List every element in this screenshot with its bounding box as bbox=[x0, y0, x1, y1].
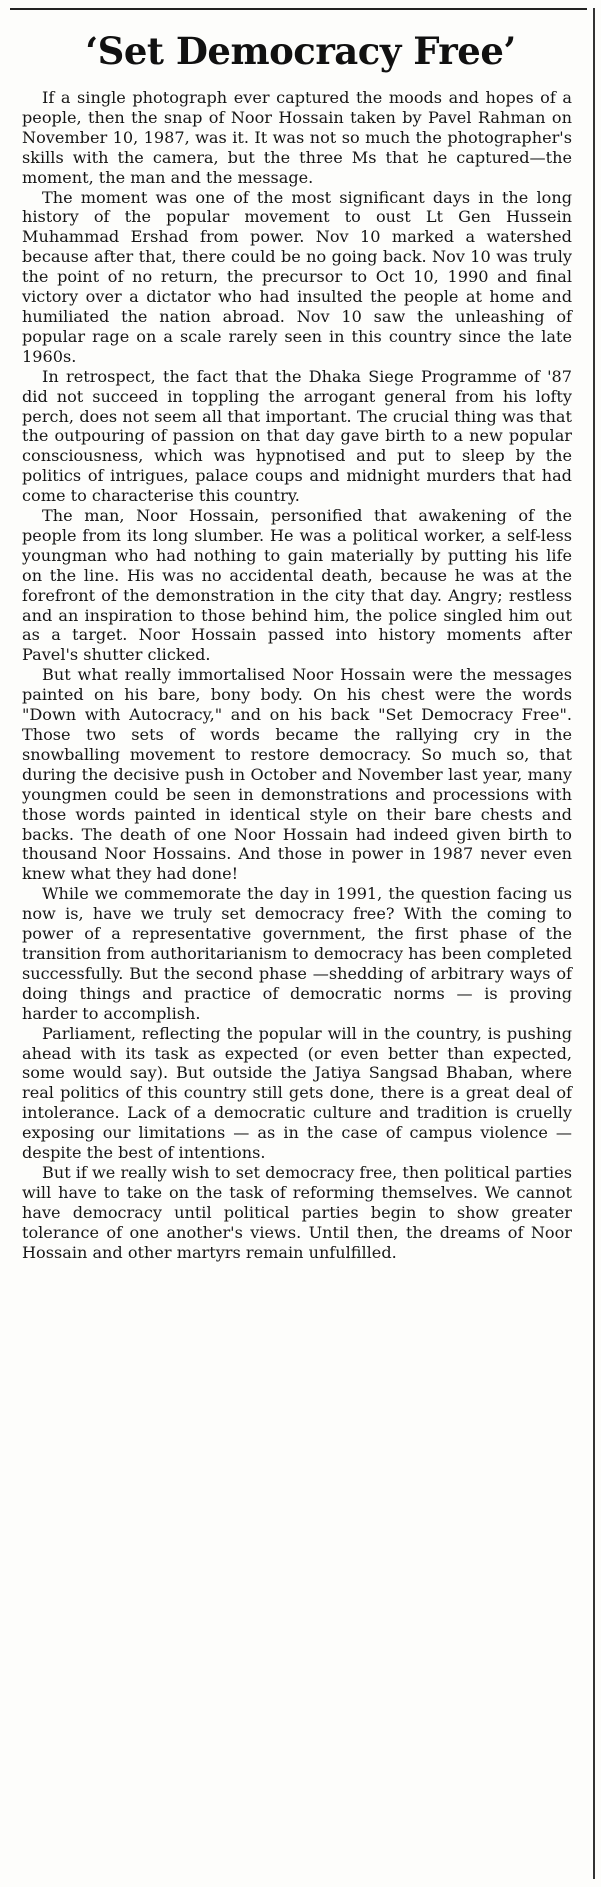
article-paragraph: If a single photograph ever captured the moods and hopes of a people, then the snap of Noor Hossain taken by Pavel Rahman on November 10, 1987, was it. It was not so much the photographer's skills with the camera, but the three Ms that he captured—the moment, the man and the message. bbox=[22, 88, 572, 187]
article-headline: ‘Set Democracy Free’ bbox=[85, 29, 516, 73]
article-paragraph: But if we really wish to set democracy free, then political parties will have to take on the task of reforming themselves. We cannot have democracy until political parties begin to show greater tolerance of one another's views. Until then, the dreams of Noor Hossain and other martyrs remain unfulfilled. bbox=[22, 1162, 572, 1262]
article-paragraph: In retrospect, the fact that the Dhaka Siege Programme of '87 did not succeed in toppling the arrogant general from his lofty perch, does not seem all that important. The crucial thing was that the outpouring of passion on that day gave birth to a new popular consciousness, which was hypnotised and put to sleep by the politics of intrigues, palace coups and midnight murders that had come to characterise this country. bbox=[22, 366, 572, 506]
article-paragraph: While we commemorate the day in 1991, the question facing us now is, have we truly set democracy free? With the coming to power of a representative government, the first phase of the transition from authoritarianism to democracy has been completed successfully. But the second phase —shedding of arbitrary ways of doing things and practice of democratic norms — is proving harder to accomplish. bbox=[22, 884, 572, 1023]
article-paragraph: The man, Noor Hossain, personified that awakening of the people from its long slumber. He was a political worker, a self-less youngman who had nothing to gain materially by putting his life on the line. His was no accidental death, because he was at the forefront of the demonstration in the city that day. Angry; restless and an inspiration to those behind him, the police singled him out as a target. Noor Hossain passed into history moments after Pavel's shutter clicked. bbox=[22, 506, 572, 665]
article-paragraph: Parliament, reflecting the popular will in the country, is pushing ahead with its task as expected (or even better than expected, some would say). But outside the Jatiya Sangsad Bhaban, where real politics of this country still gets done, there is a great deal of intolerance. Lack of a democratic culture and tradition is cruelly exposing our limitations — as in the case of campus violence — despite the best of intentions. bbox=[22, 1023, 572, 1163]
column-divider bbox=[593, 8, 595, 1879]
article-paragraph: The moment was one of the most significant days in the long history of the popular movement to oust Lt Gen Hussein Muhammad Ershad from power. Nov 10 marked a watershed because after that, there could be no going back. Nov 10 was truly the point of no return, the precursor to Oct 10, 1990 and final victory over a dictator who had insulted the people at home and humiliated the nation abroad. Nov 10 saw the unleashing of popular rage on a scale rarely seen in this country since the late 1960s. bbox=[22, 187, 572, 366]
top-divider bbox=[10, 8, 587, 10]
article-paragraph: But what really immortalised Noor Hossain were the messages painted on his bare, bony body. On his chest were the words "Down with Autocracy," and on his back "Set Democracy Free". Those two sets of words became the rallying cry in the snowballing movement to restore democracy. So much so, that during the decisive push in October and November last year, many youngmen could be seen in demonstrations and processions with those words painted in identical style on their bare chests and backs. The death of one Noor Hossain had indeed given birth to thousand Noor Hossains. And those in power in 1987 never even knew what they had done! bbox=[22, 665, 572, 884]
article-body bbox=[22, 88, 572, 1262]
